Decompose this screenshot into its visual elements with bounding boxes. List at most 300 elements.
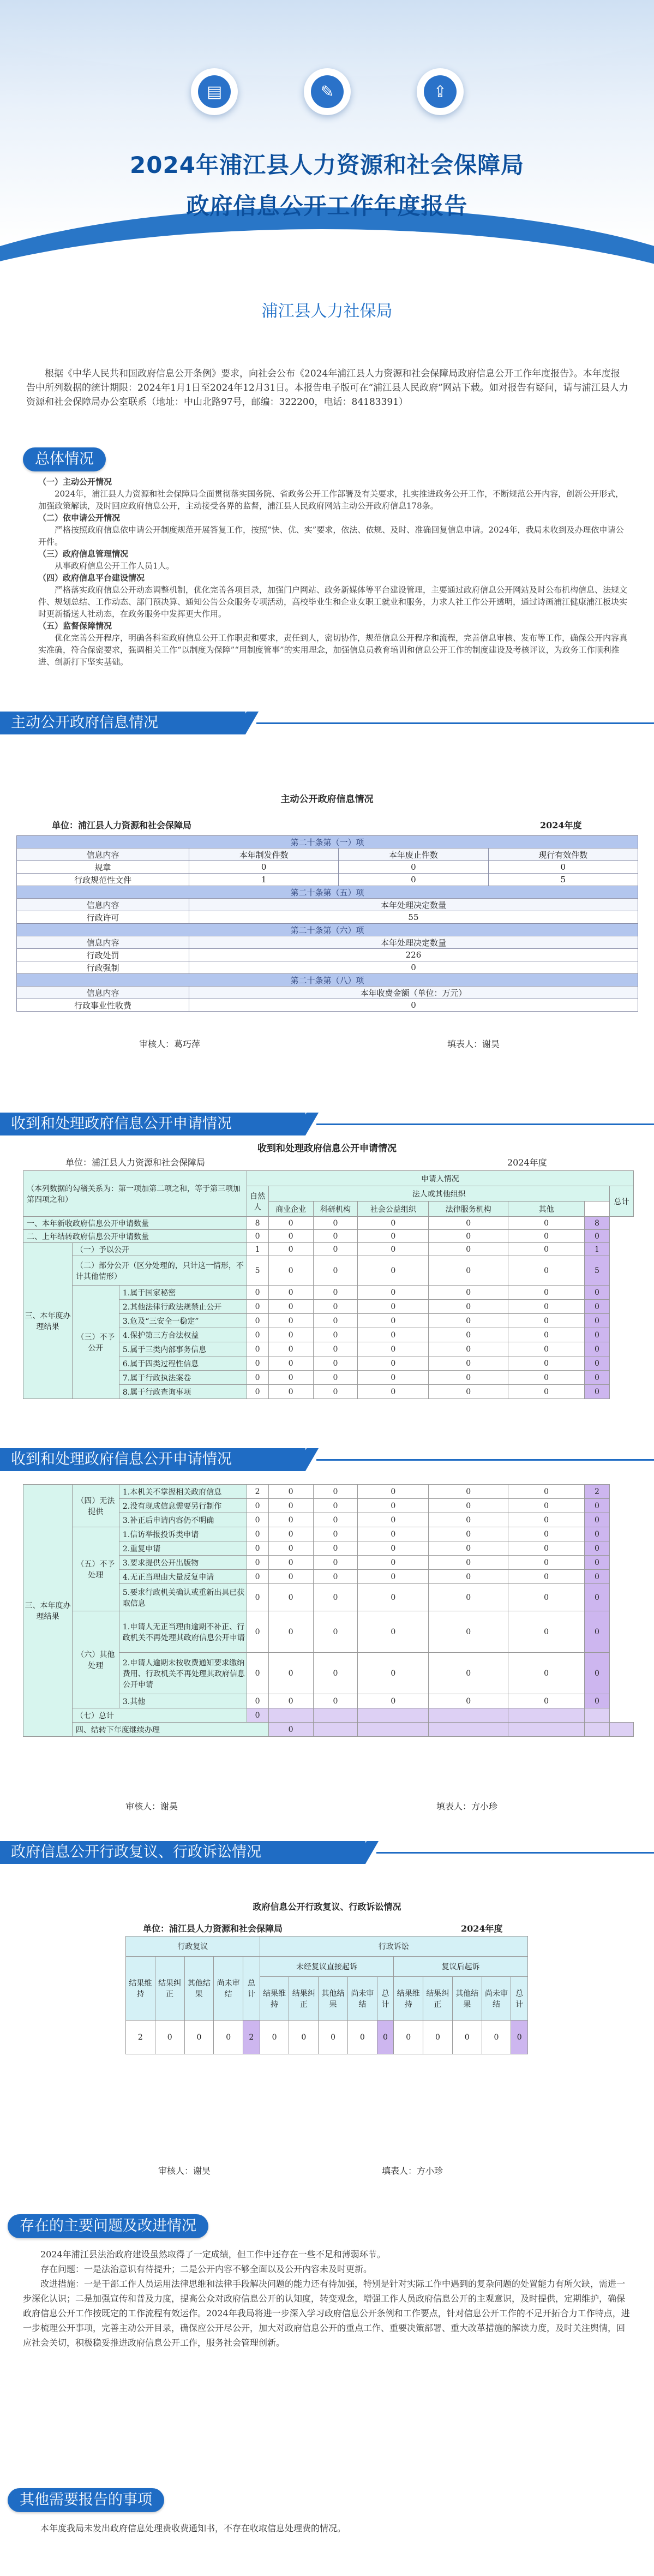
overview-item-text: 严格按照政府信息依申请公开制度规范开展答复工作，按照“快、优、实”要求，依法、依规、及时、准确回复信息申请。2024年，我局未收到及办理依申请公开件。: [38, 525, 624, 547]
table-cell: [358, 1708, 429, 1723]
table-cell: 0: [358, 1385, 429, 1399]
table-cell: [429, 1708, 508, 1723]
table-cell: 0: [268, 1314, 313, 1328]
table-cell: 0: [429, 1314, 508, 1328]
table-cell: 0: [268, 1653, 313, 1694]
table-cell: 2: [247, 1485, 268, 1499]
table-cell: 0: [585, 1513, 610, 1527]
table-cell: 0: [247, 1356, 268, 1371]
table-cell: 0: [313, 1485, 358, 1499]
review-litigation-table: [125, 1936, 528, 2054]
table-cell: 0: [394, 2021, 423, 2054]
col-header: 结果维持: [260, 1977, 289, 2021]
table-cell: 0: [429, 1611, 508, 1653]
table-cell: 0: [358, 1217, 429, 1230]
table-cell: 0: [358, 1356, 429, 1371]
header-banner: [0, 0, 654, 349]
col-header: 自然人: [247, 1186, 268, 1217]
table1-reviewer: 审核人：葛巧萍: [139, 1039, 201, 1049]
col-header: 其他结果: [452, 1977, 482, 2021]
table-cell: 2: [585, 1485, 610, 1499]
overview-item-heading: （五）监督保障情况: [38, 621, 112, 631]
table-cell: 0: [429, 1499, 508, 1513]
table-cell: 0: [319, 2021, 348, 2054]
table-cell: 0: [508, 1570, 585, 1584]
overview-item-heading: （四）政府信息平台建设情况: [38, 573, 145, 583]
table-cell: 0: [429, 1300, 508, 1314]
row-label: 5.属于三类内部事务信息: [119, 1342, 247, 1356]
issues-paragraph: 改进措施：一是干部工作人员运用法律思维和法律手段解决问题的能力还有待加强，特别是针对实际工作中遇到的复杂问题的处置能力有所欠缺，需进一步深化认识；二是加强宣传和普及力度，提高公众对政府信息公开的认知度，转变观念，增强工作人员政府信息公开的主观意识，及时提供，定期维护，确保政府信息公开工作按既定的工作流程有效运作。2024年我局将进一步深入学习政府信息公开条例和工作要点，针对信息公开工作的不足开拓合力工作特点，进一步梳理公开事项，完善主动公开目录，确保应公开尽公开，加大对政府信息公开的重点工作、重要决策部署、重大改革措施的解读力度，及时关注舆情，回应社会关切，积极稳妥推进政府信息公开工作，服务社会管理创新。: [23, 2279, 630, 2348]
table-cell: 0: [429, 1527, 508, 1541]
table-cell: 0: [268, 1356, 313, 1371]
table-cell: 0: [247, 1314, 268, 1328]
table-cell: 规章: [17, 861, 189, 874]
section-title: 政府信息公开行政复议、行政诉讼情况: [0, 1841, 365, 1864]
table-cell: 0: [268, 1527, 313, 1541]
table-cell: 0: [268, 1243, 313, 1256]
table-cell: 0: [488, 861, 638, 874]
table-cell: 0: [429, 1328, 508, 1342]
row-label: 6.属于四类过程性信息: [119, 1356, 247, 1371]
article-header: 第二十条第（六）项: [17, 924, 638, 936]
table-cell: 0: [247, 1513, 268, 1527]
row-label: （七）总计: [72, 1708, 247, 1723]
col-header: 尚未审结: [482, 1977, 511, 2021]
table-cell: 0: [247, 1300, 268, 1314]
table-cell: 0: [585, 1541, 610, 1556]
table-cell: 0: [313, 1230, 358, 1243]
col-header: 信息内容: [17, 899, 189, 911]
table-cell: 0: [452, 2021, 482, 2054]
table-cell: 0: [313, 1556, 358, 1570]
table-cell: 0: [268, 1385, 313, 1399]
table-cell: 0: [508, 1300, 585, 1314]
table-cell: 0: [313, 1527, 358, 1541]
overview-item-text: 从事政府信息公开工作人员1人。: [55, 561, 175, 571]
table-cell: 0: [482, 2021, 511, 2054]
table-cell: 0: [347, 2021, 377, 2054]
table-cell: 0: [268, 1230, 313, 1243]
section-bar-review-litigation: [0, 1839, 654, 1866]
table-cell: 8: [247, 1217, 268, 1230]
table-cell: 0: [313, 1570, 358, 1584]
table-cell: 0: [585, 1342, 610, 1356]
article-header: 第二十条第（一）项: [17, 836, 638, 848]
table-cell: 0: [585, 1556, 610, 1570]
col-header: 其他: [508, 1202, 585, 1217]
table3-reviewer: 审核人：谢昊: [125, 1801, 178, 1812]
table-cell: 1: [247, 1243, 268, 1256]
article-header: 第二十条第（八）项: [17, 974, 638, 987]
table-cell: 0: [313, 1385, 358, 1399]
table-cell: 0: [189, 961, 638, 974]
table-cell: 0: [585, 1653, 610, 1694]
table-cell: 55: [189, 911, 638, 924]
section-title: 收到和处理政府信息公开申请情况: [0, 1448, 305, 1471]
table-cell: 0: [358, 1485, 429, 1499]
col-header: 行政诉讼: [260, 1937, 527, 1957]
row-label: 三、本年度办理结果: [23, 1485, 73, 1737]
table-cell: 行政规范性文件: [17, 874, 189, 886]
table-cell: [508, 1708, 585, 1723]
table-cell: 0: [508, 1527, 585, 1541]
table-cell: 0: [585, 1328, 610, 1342]
table-cell: 0: [339, 861, 488, 874]
table-cell: 0: [358, 1499, 429, 1513]
table-cell: 0: [247, 1385, 268, 1399]
table1-year: 2024年度: [540, 820, 582, 830]
section-bar-applications-cont: [0, 1446, 654, 1473]
table-cell: 0: [358, 1286, 429, 1300]
table-cell: 0: [585, 1371, 610, 1385]
table-cell: 行政事业性收费: [17, 999, 189, 1012]
row-label: 7.属于行政执法案卷: [119, 1371, 247, 1385]
table-cell: 0: [268, 1723, 313, 1737]
section-bar-line: [376, 1852, 654, 1854]
table-cell: 0: [313, 1314, 358, 1328]
table-cell: 0: [429, 1570, 508, 1584]
table-cell: 0: [358, 1611, 429, 1653]
table-cell: 0: [313, 1371, 358, 1385]
table-cell: 0: [358, 1541, 429, 1556]
table-cell: 0: [508, 1499, 585, 1513]
table-cell: 0: [313, 1611, 358, 1653]
table-cell: 0: [313, 1243, 358, 1256]
col-header: 尚未审结: [214, 1957, 243, 2021]
table-cell: 0: [429, 1513, 508, 1527]
section-bar-line: [256, 722, 654, 724]
table-cell: 0: [247, 1230, 268, 1243]
table-cell: 0: [429, 1230, 508, 1243]
table2-caption: 收到和处理政府信息公开申请情况: [257, 1143, 397, 1154]
table-cell: 0: [429, 1286, 508, 1300]
table-cell: 0: [429, 1541, 508, 1556]
proactive-disclosure-table: [16, 835, 638, 1012]
col-header: 信息内容: [17, 987, 189, 999]
page-title-line2: 政府信息公开工作年度报告: [186, 193, 468, 219]
issues-paragraph: 存在问题：一是法治意识有待提升；二是公开内容不够全面以及公开内容未及时更新。: [40, 2264, 373, 2274]
table-cell: 0: [247, 1556, 268, 1570]
overview-item-heading: （一）主动公开情况: [38, 477, 112, 487]
table-cell: 0: [268, 1694, 313, 1708]
row-label: 5.要求行政机关确认或重新出具已获取信息: [119, 1584, 247, 1611]
table-cell: 0: [358, 1527, 429, 1541]
table-cell: 0: [268, 1584, 313, 1611]
col-header: 未经复议直接起诉: [260, 1957, 394, 1977]
col-header: 其他结果: [184, 1957, 214, 2021]
table-cell: 0: [511, 2021, 528, 2054]
table-cell: 0: [585, 1356, 610, 1371]
col-header: 总计: [377, 1977, 394, 2021]
table4-year: 2024年度: [461, 1923, 503, 1934]
overview-heading: 总体情况: [23, 447, 106, 471]
col-header: 信息内容: [17, 936, 189, 949]
table-cell: 0: [189, 999, 638, 1012]
table-cell: 0: [585, 1230, 610, 1243]
table-cell: 0: [508, 1513, 585, 1527]
section-title: 主动公开政府信息情况: [0, 712, 245, 734]
row-label: （一）予以公开: [72, 1243, 247, 1256]
table1-filler: 填表人：谢昊: [447, 1039, 500, 1049]
table-cell: 0: [508, 1541, 585, 1556]
table-cell: 2: [126, 2021, 155, 2054]
table-cell: 0: [358, 1513, 429, 1527]
table-cell: 0: [429, 1356, 508, 1371]
col-header: 科研机构: [313, 1202, 358, 1217]
table-cell: 0: [268, 1328, 313, 1342]
row-label: 3.其他: [119, 1694, 247, 1708]
col-header: 结果纠正: [155, 1957, 184, 2021]
row-label: 4.无正当理由大量反复申请: [119, 1570, 247, 1584]
table-cell: 0: [339, 874, 488, 886]
table1-caption: 主动公开政府信息情况: [280, 794, 374, 805]
table-cell: 0: [313, 1342, 358, 1356]
table-cell: 0: [268, 1541, 313, 1556]
row-label: 1.属于国家秘密: [119, 1286, 247, 1300]
section-bar-applications: [0, 1110, 654, 1138]
table-cell: 0: [429, 1694, 508, 1708]
table4-unit: 单位：浦江县人力资源和社会保障局: [143, 1923, 283, 1934]
header-background-band: [0, 0, 654, 76]
table-cell: 0: [429, 1217, 508, 1230]
clipboard-icon: ▤: [191, 68, 238, 115]
table-cell: 行政许可: [17, 911, 189, 924]
col-header: 商业企业: [268, 1202, 313, 1217]
pen-icon: ✎: [304, 68, 351, 115]
table-cell: 0: [429, 1584, 508, 1611]
table-cell: 行政处罚: [17, 949, 189, 961]
table-cell: [585, 1723, 610, 1737]
row-label: （五）不予处理: [72, 1527, 119, 1611]
table-cell: 0: [358, 1243, 429, 1256]
table-cell: 0: [247, 1286, 268, 1300]
overview-item-heading: （三）政府信息管理情况: [38, 549, 129, 559]
table-cell: [313, 1708, 358, 1723]
col-header: 结果维持: [126, 1957, 155, 2021]
table-cell: 0: [585, 1527, 610, 1541]
col-header: 结果维持: [394, 1977, 423, 2021]
application-table-part2: [23, 1484, 634, 1737]
table-cell: 0: [508, 1342, 585, 1356]
row-label: 2.其他法律行政法规禁止公开: [119, 1300, 247, 1314]
table-cell: 0: [313, 1286, 358, 1300]
table-cell: 0: [508, 1356, 585, 1371]
table-cell: 0: [247, 1708, 268, 1723]
table-cell: 0: [429, 1556, 508, 1570]
section-bar-line: [316, 1459, 654, 1461]
row-label: 1.信访举报投诉类申请: [119, 1527, 247, 1541]
other-heading: 其他需要报告的事项: [8, 2488, 164, 2512]
table-cell: 0: [268, 1570, 313, 1584]
table-cell: 0: [585, 1694, 610, 1708]
row-label: 2.没有现成信息需要另行制作: [119, 1499, 247, 1513]
table-cell: 1: [189, 874, 338, 886]
table-cell: 0: [429, 1243, 508, 1256]
table-cell: 0: [429, 1485, 508, 1499]
row-label: 四、结转下年度继续办理: [72, 1723, 268, 1737]
table-cell: 0: [184, 2021, 214, 2054]
table-cell: 226: [189, 949, 638, 961]
header-wave-mask: [0, 229, 654, 349]
overview-item-heading: （二）依申请公开情况: [38, 513, 121, 523]
row-label: （二）部分公开（区分处理的，只计这一情形，不计其他情形）: [72, 1256, 247, 1286]
col-header: 本年收费金额（单位：万元）: [189, 987, 638, 999]
table-cell: 0: [260, 2021, 289, 2054]
col-header: 现行有效件数: [488, 848, 638, 861]
table-cell: 0: [289, 2021, 319, 2054]
row-label: 二、上年结转政府信息公开申请数量: [23, 1230, 247, 1243]
row-label: 3.补正后申请内容仍不明确: [119, 1513, 247, 1527]
table-cell: 0: [585, 1286, 610, 1300]
table4-filler: 填表人：方小珍: [382, 2166, 443, 2176]
organization-name: 浦江县人力社保局: [261, 302, 393, 321]
table-cell: 0: [585, 1314, 610, 1328]
table-cell: 行政强制: [17, 961, 189, 974]
table-cell: 1: [585, 1243, 610, 1256]
application-table-part1: [23, 1170, 634, 1399]
table-cell: 0: [247, 1527, 268, 1541]
col-header: 本年处理决定数量: [189, 936, 638, 949]
table-cell: 0: [423, 2021, 453, 2054]
table-cell: 0: [508, 1314, 585, 1328]
table-cell: [268, 1708, 313, 1723]
table-cell: 0: [268, 1342, 313, 1356]
row-label: 2.重复申请: [119, 1541, 247, 1556]
table2-year: 2024年度: [507, 1157, 547, 1168]
overview-item-text: 严格落实政府信息公开动态调整机制，优化完善各项目录，加强门户网站、政务新媒体等平台建设管理，主要通过政府信息公开网站及时公布机构信息、法规文件、规划总结、工作动态、部门预决算、通知公告公众服务专项活动，高校毕业生和企业女职工就业和服务，力求人社工作公开透明，通过诗画浦江健康浦江板块实时更新播送人社动态，在政务服务中发挥更大作用。: [38, 585, 627, 619]
table-cell: 8: [585, 1217, 610, 1230]
col-header: 本年处理决定数量: [189, 899, 638, 911]
table-cell: 0: [313, 1356, 358, 1371]
table-cell: 0: [268, 1286, 313, 1300]
overview-item-text: 优化完善公开程序，明确各科室政府信息公开工作职责和要求，责任到人，密切协作，规范信息公开程序和流程，完善信息审核、发布等工作，确保公开内容真实准确，符合保密要求，强调相关工作“以制度为保障”“用制度管事”的实用理念，加强信息员教育培训和信息公开工作的制度建设及考核评议，为政务工作顺利推进、创新打下坚实基础。: [38, 633, 627, 667]
table-cell: 0: [155, 2021, 184, 2054]
overview-item-text: 2024年，浦江县人力资源和社会保障局全面贯彻落实国务院、省政务公开工作部署及有关要求，扎实推进政务公开工作，不断规范公开内容，创新公开形式，加强政策解读，及时回应政府信息公开，主动接受各界的监督，浦江县人民政府网站主动公开政府信息178条。: [38, 489, 624, 511]
table-cell: 0: [429, 1371, 508, 1385]
table-cell: [358, 1723, 429, 1737]
table-corner-note: （本列数据的勾稽关系为：第一项加第二项之和，等于第三项加第四项之和）: [23, 1171, 247, 1217]
issues-body: [23, 2247, 631, 2350]
row-label: （六）其他处理: [72, 1611, 119, 1708]
table-cell: 0: [508, 1485, 585, 1499]
other-body: [23, 2521, 631, 2536]
col-header: 社会公益组织: [358, 1202, 429, 1217]
section-title: 收到和处理政府信息公开申请情况: [0, 1113, 305, 1135]
table-cell: 5: [488, 874, 638, 886]
col-header: 总计: [511, 1977, 528, 2021]
table-cell: 0: [429, 1385, 508, 1399]
table-cell: 0: [508, 1256, 585, 1286]
row-label: 3.要求提供公开出版物: [119, 1556, 247, 1570]
table-cell: 0: [313, 1328, 358, 1342]
col-header: 本年制发件数: [189, 848, 338, 861]
col-header: 其他结果: [319, 1977, 348, 2021]
table-cell: 0: [189, 861, 338, 874]
table-cell: 0: [585, 1570, 610, 1584]
table-cell: 0: [268, 1217, 313, 1230]
table-cell: 0: [508, 1653, 585, 1694]
section-bar-proactive: [0, 709, 654, 737]
table-cell: 0: [313, 1499, 358, 1513]
share-icon: ⇪: [417, 68, 464, 115]
page-title-line1: 2024年浦江县人力资源和社会保障局: [130, 152, 524, 178]
row-label: 8.属于行政查询事项: [119, 1385, 247, 1399]
table-cell: 0: [508, 1371, 585, 1385]
col-header: 申请人情况: [247, 1171, 633, 1186]
table-cell: 0: [508, 1385, 585, 1399]
table4-caption: 政府信息公开行政复议、行政诉讼情况: [253, 1902, 401, 1912]
table-cell: 0: [247, 1694, 268, 1708]
col-header: 复议后起诉: [394, 1957, 528, 1977]
table-cell: 0: [268, 1485, 313, 1499]
table-cell: 0: [247, 1570, 268, 1584]
table-cell: 0: [585, 1385, 610, 1399]
table-cell: 0: [508, 1584, 585, 1611]
table4-reviewer: 审核人：谢昊: [158, 2166, 211, 2176]
table-cell: 0: [358, 1342, 429, 1356]
table-cell: 0: [585, 1611, 610, 1653]
table2-unit: 单位：浦江县人力资源和社会保障局: [65, 1157, 206, 1168]
col-header: 尚未审结: [347, 1977, 377, 2021]
col-header: 行政复议: [126, 1937, 260, 1957]
table-cell: 0: [377, 2021, 394, 2054]
table-cell: 0: [358, 1570, 429, 1584]
table-cell: 2: [243, 2021, 260, 2054]
table-cell: 0: [247, 1541, 268, 1556]
table-cell: 0: [268, 1556, 313, 1570]
table-cell: 0: [247, 1653, 268, 1694]
table-cell: [609, 1723, 633, 1737]
issues-heading: 存在的主要问题及改进情况: [8, 2214, 208, 2238]
table-cell: 0: [429, 1653, 508, 1694]
table-cell: 0: [313, 1694, 358, 1708]
table-cell: 0: [358, 1230, 429, 1243]
table-cell: 0: [247, 1611, 268, 1653]
intro-paragraph: 根据《中华人民共和国政府信息公开条例》要求，向社会公布《2024年浦江县人力资源和社会保障局政府信息公开工作年度报告》。本年度报告中所列数据的统计期限：2024年1月1日至2024年12月31日。本报告电子版可在“浦江县人民政府”网站下载。如对报告有疑问，请与浦江县人力资源和社会保障局办公室联系（地址：中山北路97号，邮编：322200，电话：84183391）: [26, 368, 628, 408]
table-cell: 0: [247, 1584, 268, 1611]
table-cell: 0: [508, 1217, 585, 1230]
table-cell: 0: [268, 1499, 313, 1513]
table-cell: 0: [247, 1371, 268, 1385]
other-paragraph: 本年度我局未发出政府信息处理费收费通知书，不存在收取信息处理费的情况。: [40, 2523, 346, 2533]
col-header: 结果纠正: [289, 1977, 319, 2021]
col-header: 总计: [609, 1186, 633, 1217]
table-cell: 0: [313, 1653, 358, 1694]
table-cell: 0: [585, 1300, 610, 1314]
table-cell: 0: [508, 1243, 585, 1256]
overview-body: [38, 476, 627, 694]
col-header: 结果纠正: [423, 1977, 453, 2021]
table-cell: 0: [508, 1230, 585, 1243]
table-cell: [508, 1723, 585, 1737]
table-cell: 0: [358, 1556, 429, 1570]
table-cell: 0: [313, 1256, 358, 1286]
row-label: 一、本年新收政府信息公开申请数量: [23, 1217, 247, 1230]
row-label: 4.保护第三方合法权益: [119, 1328, 247, 1342]
section-bar-line: [316, 1123, 654, 1125]
table-cell: 0: [214, 2021, 243, 2054]
table-cell: 0: [429, 1256, 508, 1286]
table-cell: [585, 1708, 610, 1723]
table-cell: 0: [247, 1328, 268, 1342]
table-cell: 0: [268, 1256, 313, 1286]
table-cell: 0: [358, 1328, 429, 1342]
table-cell: 0: [508, 1328, 585, 1342]
table-cell: 0: [313, 1300, 358, 1314]
table-cell: 0: [585, 1584, 610, 1611]
table-cell: 0: [429, 1342, 508, 1356]
row-label: 1.申请人无正当理由逾期不补正、行政机关不再处理其政府信息公开申请: [119, 1611, 247, 1653]
